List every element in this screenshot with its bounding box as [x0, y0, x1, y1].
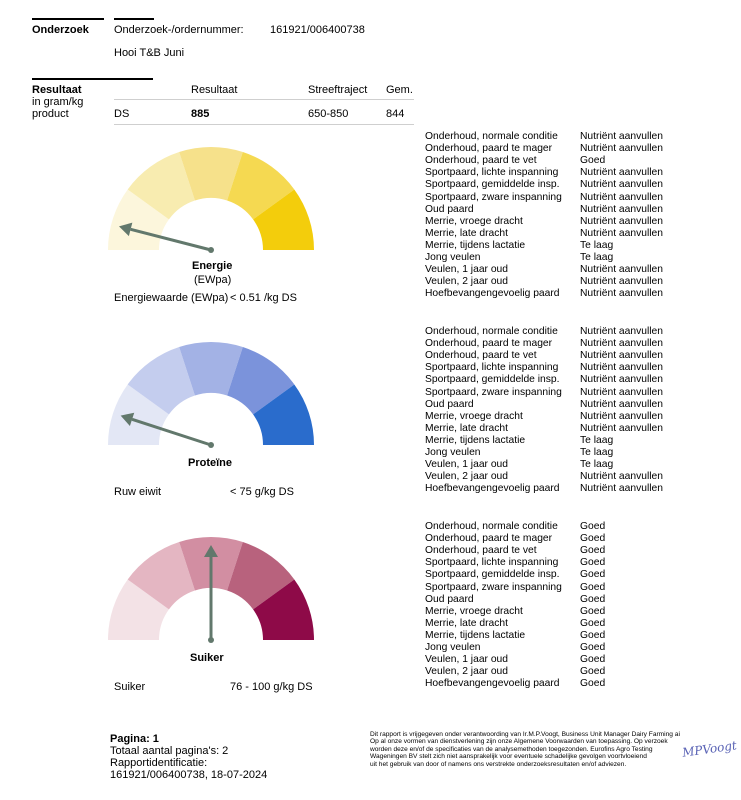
- condition-status: Nutriënt aanvullen: [580, 386, 663, 398]
- sugar-gauge: [100, 530, 330, 650]
- condition-row: [425, 240, 725, 252]
- ds-result: 885: [191, 108, 210, 120]
- condition-status: Nutriënt aanvullen: [580, 338, 663, 350]
- condition-status: Nutriënt aanvullen: [580, 227, 663, 239]
- condition-name: Hoefbevangengevoelig paard: [425, 678, 560, 690]
- condition-row: [425, 594, 725, 606]
- footer-total-pages: Totaal aantal pagina's: 2: [110, 745, 229, 757]
- condition-status: Nutriënt aanvullen: [580, 215, 663, 227]
- condition-row: [425, 350, 725, 362]
- condition-row: [425, 447, 725, 459]
- condition-row: [425, 131, 725, 143]
- gauge-hub: [208, 637, 214, 643]
- condition-row: [425, 338, 725, 350]
- gauge-hub: [208, 247, 214, 253]
- condition-status: Te laag: [580, 459, 614, 471]
- condition-status: Te laag: [580, 252, 614, 263]
- condition-row: [425, 666, 725, 678]
- condition-name: Sportpaard, zware inspanning: [425, 191, 562, 203]
- condition-name: Merrie, late dracht: [425, 227, 508, 239]
- condition-row: [425, 155, 725, 167]
- energy-summary-label: Energiewaarde (EWpa): [114, 292, 229, 304]
- protein-summary-label: Ruw eiwit: [114, 486, 162, 498]
- header-rule-mid: [114, 18, 154, 20]
- condition-row: [425, 606, 725, 618]
- condition-status: Nutriënt aanvullen: [580, 350, 663, 362]
- condition-name: Jong veulen: [425, 252, 481, 263]
- condition-row: [425, 483, 725, 495]
- condition-status: Nutriënt aanvullen: [580, 362, 663, 374]
- gauge-hub: [208, 442, 214, 448]
- result-subtitle-2: product: [32, 108, 69, 120]
- condition-status: Nutriënt aanvullen: [580, 471, 663, 483]
- signature: MPVoogt: [681, 738, 738, 760]
- ds-name: DS: [114, 108, 130, 120]
- condition-name: Jong veulen: [425, 642, 481, 653]
- condition-status: Nutriënt aanvullen: [580, 288, 663, 300]
- condition-status: Nutriënt aanvullen: [580, 410, 663, 422]
- order-number: 161921/006400738: [270, 24, 365, 36]
- condition-row: [425, 276, 725, 288]
- condition-status: Nutriënt aanvullen: [580, 264, 663, 276]
- ds-avg: 844: [386, 108, 405, 120]
- disclaimer-line: uit het gebruik van door of namens ons verstrekte onderzoeksresultaten en/of adviezen.: [370, 760, 627, 768]
- condition-status: Nutriënt aanvullen: [580, 131, 663, 142]
- condition-name: Merrie, tijdens lactatie: [425, 629, 526, 641]
- footer-page: Pagina: 1: [110, 733, 159, 745]
- col-avg: Gem.: [386, 84, 413, 96]
- footer-disclaimer: [370, 731, 690, 768]
- condition-name: Onderhoud, paard te vet: [425, 545, 537, 557]
- condition-name: Merrie, late dracht: [425, 617, 508, 629]
- condition-row: [425, 387, 725, 399]
- table-divider: [114, 99, 414, 100]
- disclaimer-line: worden deze en/of de specificaties van de analysemethoden toegezonden. Eurofins Agro Testing: [370, 745, 653, 753]
- condition-name: Onderhoud, normale conditie: [425, 326, 558, 337]
- condition-row: [425, 252, 725, 264]
- condition-name: Hoefbevangengevoelig paard: [425, 483, 560, 495]
- condition-name: Jong veulen: [425, 447, 481, 458]
- condition-status: Goed: [580, 678, 606, 690]
- energy-gauge: [100, 140, 330, 260]
- section-label: Onderzoek: [32, 24, 89, 36]
- condition-row: [425, 533, 725, 545]
- result-title: Resultaat: [32, 84, 82, 96]
- condition-row: [425, 179, 725, 191]
- condition-name: Veulen, 1 jaar oud: [425, 264, 509, 276]
- condition-status: Goed: [580, 629, 606, 641]
- condition-status: Goed: [580, 654, 606, 666]
- condition-row: [425, 216, 725, 228]
- condition-name: Oud paard: [425, 398, 474, 410]
- condition-row: [425, 678, 725, 690]
- condition-name: Oud paard: [425, 593, 474, 605]
- condition-row: [425, 545, 725, 557]
- footer-report-id-label: Rapportidentificatie:: [110, 757, 208, 769]
- condition-status: Nutriënt aanvullen: [580, 374, 663, 386]
- condition-status: Goed: [580, 155, 606, 167]
- condition-status: Goed: [580, 581, 606, 593]
- condition-name: Sportpaard, gemiddelde insp.: [425, 374, 560, 386]
- protein-summary-value: < 75 g/kg DS: [230, 486, 294, 498]
- sugar-summary-label: Suiker: [114, 681, 146, 693]
- footer-report-id: 161921/006400738, 18-07-2024: [110, 769, 268, 781]
- disclaimer-line: Op al onze vormen van dienstverlening zijn onze Algemene Voorwaarden van toepassing. Op verzoek: [370, 738, 668, 746]
- condition-name: Veulen, 1 jaar oud: [425, 459, 509, 471]
- condition-name: Merrie, tijdens lactatie: [425, 434, 526, 446]
- condition-name: Merrie, late dracht: [425, 422, 508, 434]
- condition-row: [425, 521, 725, 533]
- condition-row: [425, 167, 725, 179]
- condition-row: [425, 582, 725, 594]
- condition-status: Nutriënt aanvullen: [580, 422, 663, 434]
- condition-name: Onderhoud, normale conditie: [425, 131, 558, 142]
- condition-name: Sportpaard, lichte inspanning: [425, 167, 559, 179]
- condition-row: [425, 557, 725, 569]
- condition-name: Veulen, 1 jaar oud: [425, 654, 509, 666]
- condition-row: [425, 288, 725, 300]
- condition-status: Goed: [580, 666, 606, 678]
- condition-name: Oud paard: [425, 203, 474, 215]
- condition-row: [425, 374, 725, 386]
- condition-status: Te laag: [580, 434, 614, 446]
- condition-name: Onderhoud, paard te vet: [425, 155, 537, 167]
- condition-name: Veulen, 2 jaar oud: [425, 666, 509, 678]
- condition-name: Merrie, vroege dracht: [425, 410, 523, 422]
- col-range: Streeftraject: [308, 84, 368, 96]
- condition-row: [425, 618, 725, 630]
- condition-row: [425, 411, 725, 423]
- condition-name: Onderhoud, paard te mager: [425, 338, 553, 350]
- order-label: Onderzoek-/ordernummer:: [114, 24, 244, 36]
- condition-status: Nutriënt aanvullen: [580, 143, 663, 155]
- condition-name: Sportpaard, gemiddelde insp.: [425, 179, 560, 191]
- table-bottom-divider: [114, 124, 414, 125]
- condition-row: [425, 264, 725, 276]
- result-subtitle-1: in gram/kg: [32, 96, 84, 108]
- condition-row: [425, 362, 725, 374]
- condition-status: Nutriënt aanvullen: [580, 203, 663, 215]
- sugar-title: Suiker: [190, 652, 224, 664]
- condition-status: Goed: [580, 569, 606, 581]
- sample-name: Hooi T&B Juni: [114, 47, 185, 59]
- condition-name: Hoefbevangengevoelig paard: [425, 288, 560, 300]
- energy-summary-value: < 0.51 /kg DS: [230, 292, 297, 304]
- protein-gauge: [100, 335, 330, 455]
- condition-name: Onderhoud, paard te vet: [425, 350, 537, 362]
- condition-name: Veulen, 2 jaar oud: [425, 276, 509, 288]
- disclaimer-line: Dit rapport is vrijgegeven onder verantwoording van Ir.M.P.Voogt, Business Unit Manager Dairy Farming ai: [370, 731, 680, 738]
- condition-row: [425, 569, 725, 581]
- condition-status: Nutriënt aanvullen: [580, 167, 663, 179]
- condition-status: Goed: [580, 545, 606, 557]
- condition-status: Nutriënt aanvullen: [580, 483, 663, 495]
- header-rule-left: [32, 18, 104, 20]
- condition-name: Merrie, tijdens lactatie: [425, 239, 526, 251]
- condition-status: Nutriënt aanvullen: [580, 179, 663, 191]
- condition-status: Goed: [580, 521, 606, 532]
- condition-row: [425, 399, 725, 411]
- condition-status: Goed: [580, 642, 606, 653]
- condition-row: [425, 642, 725, 654]
- condition-name: Sportpaard, zware inspanning: [425, 581, 562, 593]
- ds-range: 650-850: [308, 108, 349, 120]
- condition-status: Nutriënt aanvullen: [580, 191, 663, 203]
- condition-status: Nutriënt aanvullen: [580, 276, 663, 288]
- condition-status: Nutriënt aanvullen: [580, 398, 663, 410]
- condition-status: Goed: [580, 557, 606, 569]
- condition-status: Goed: [580, 593, 606, 605]
- condition-name: Sportpaard, gemiddelde insp.: [425, 569, 560, 581]
- disclaimer-line: Wageningen BV stelt zich niet aansprakelijk voor eventuele schadelijke gevolgen voortvloeiend: [370, 753, 647, 761]
- condition-status: Goed: [580, 533, 606, 545]
- condition-status: Te laag: [580, 447, 614, 458]
- condition-row: [425, 326, 725, 338]
- sugar-summary-value: 76 - 100 g/kg DS: [230, 681, 313, 693]
- condition-row: [425, 192, 725, 204]
- condition-row: [425, 228, 725, 240]
- condition-row: [425, 423, 725, 435]
- condition-status: Nutriënt aanvullen: [580, 326, 663, 337]
- condition-row: [425, 654, 725, 666]
- result-rule: [32, 78, 153, 80]
- condition-status: Goed: [580, 605, 606, 617]
- condition-row: [425, 471, 725, 483]
- condition-name: Onderhoud, paard te mager: [425, 143, 553, 155]
- condition-row: [425, 143, 725, 155]
- energy-subtitle: (EWpa): [194, 274, 232, 286]
- condition-name: Merrie, vroege dracht: [425, 605, 523, 617]
- condition-status: Te laag: [580, 239, 614, 251]
- col-result: Resultaat: [191, 84, 238, 96]
- condition-name: Veulen, 2 jaar oud: [425, 471, 509, 483]
- condition-name: Sportpaard, zware inspanning: [425, 386, 562, 398]
- condition-name: Onderhoud, paard te mager: [425, 533, 553, 545]
- condition-row: [425, 204, 725, 216]
- condition-name: Sportpaard, lichte inspanning: [425, 557, 559, 569]
- condition-name: Sportpaard, lichte inspanning: [425, 362, 559, 374]
- energy-title: Energie: [192, 260, 233, 272]
- condition-row: [425, 435, 725, 447]
- condition-name: Merrie, vroege dracht: [425, 215, 523, 227]
- condition-row: [425, 630, 725, 642]
- condition-row: [425, 459, 725, 471]
- condition-name: Onderhoud, normale conditie: [425, 521, 558, 532]
- protein-title: Proteïne: [188, 457, 233, 469]
- condition-status: Goed: [580, 617, 606, 629]
